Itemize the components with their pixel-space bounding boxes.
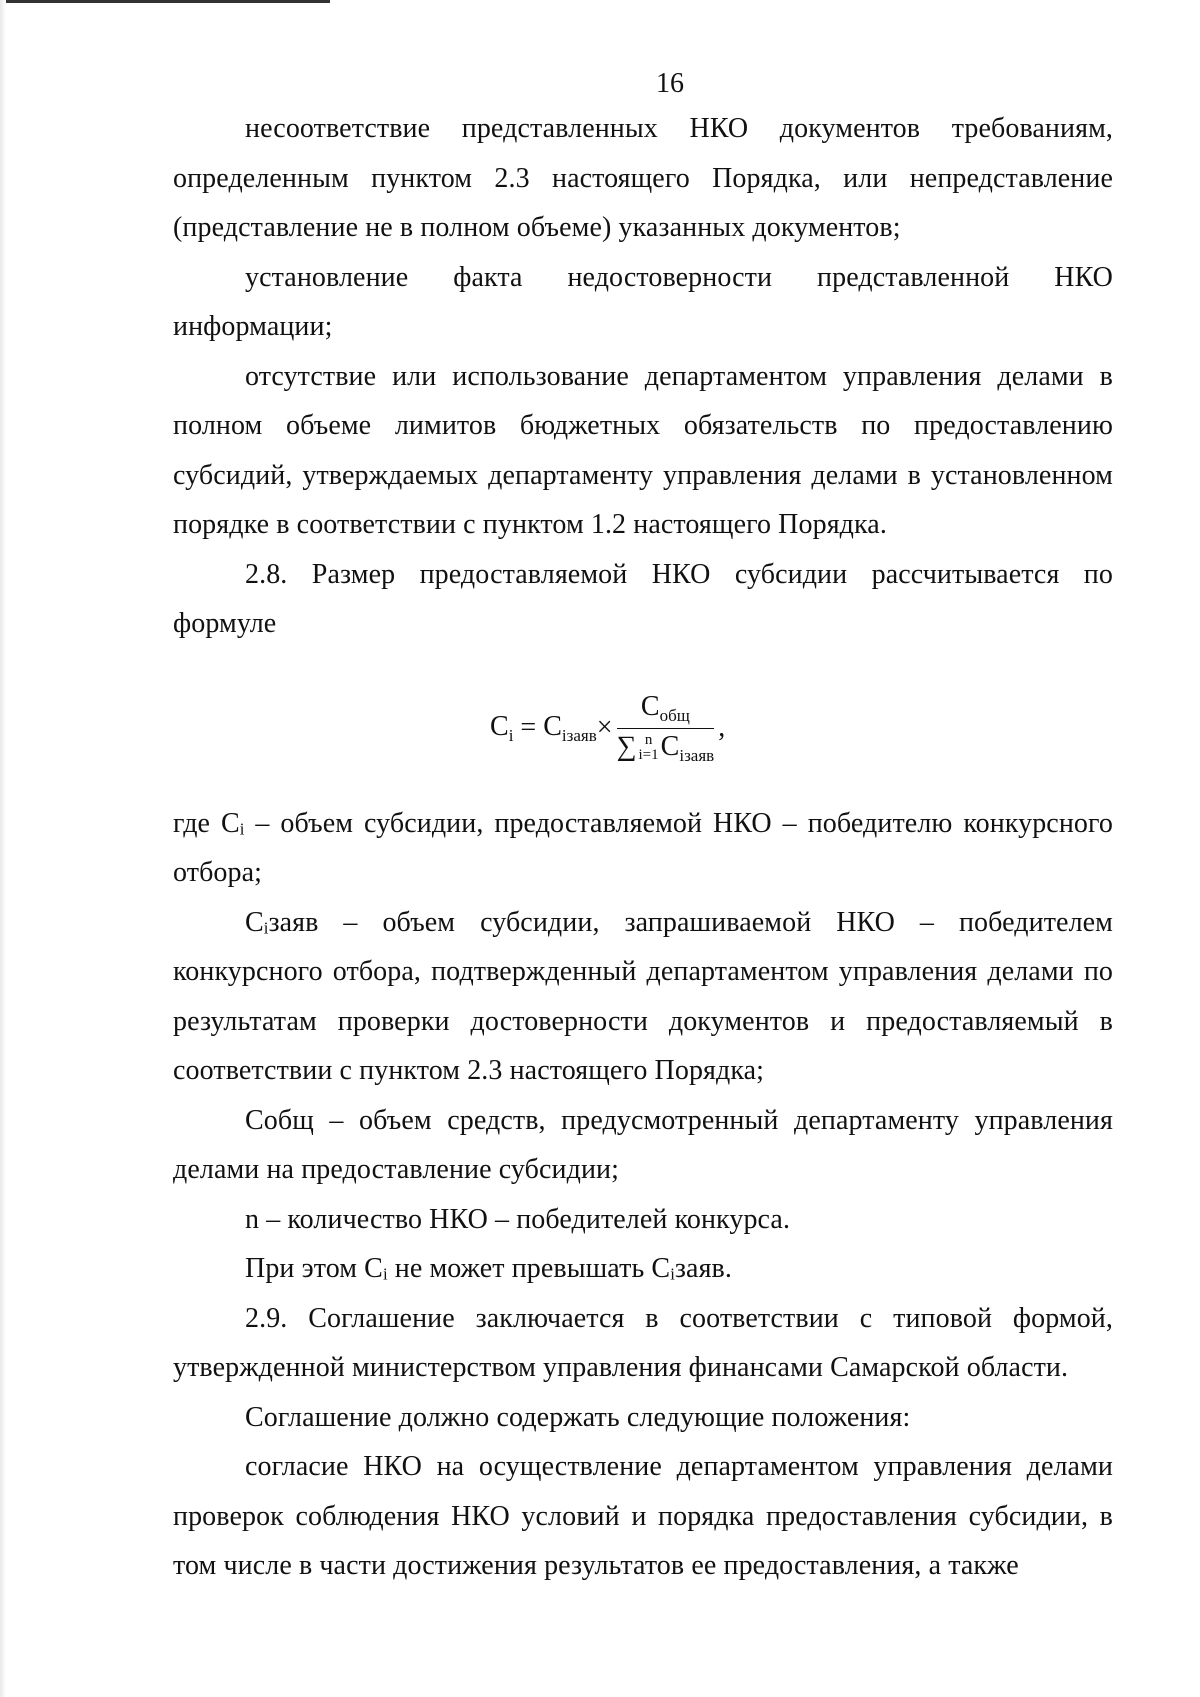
paragraph-2: установление факта недостоверности представленной НКО информации;: [173, 261, 1113, 342]
formula-fraction: [617, 691, 715, 766]
paragraph-3: отсутствие или использование департаментом управления делами в полном объеме лимитов бюджетных обязательств по предоставлению субсидий, утверждаемых департаменту управления делами в установленном порядке в соответствии с пунктом 1.2 настоящего Порядка.: [173, 360, 1113, 540]
paragraph-8: n – количество НКО – победителей конкурса.: [245, 1203, 791, 1235]
formula-denominator: ∑ n i=1 $C_{iзаяв}$: [616, 730, 715, 765]
scan-top-mark: [0, 0, 330, 3]
paragraph-11: Соглашение должно содержать следующие положения:: [245, 1401, 911, 1433]
paragraph-6: Cᵢзаяв – объем субсидии, запрашиваемой НКО – победителем конкурсного отбора, подтвержденный департаментом управления делами по результатам проверки достоверности документов и предоставляемый в соответствии с пунктом 2.3 настоящего Порядка;: [173, 906, 1113, 1086]
formula-lhs: $C_i$: [490, 710, 514, 745]
paragraph-9: При этом Cᵢ не может превышать Cᵢзаяв.: [245, 1253, 732, 1284]
paragraph-7: Cобщ – объем средств, предусмотренный департаменту управления делами на предоставление субсидии;: [173, 1104, 1113, 1185]
sum-limits: n i=1: [638, 732, 659, 764]
formula-block: [173, 649, 1113, 799]
formula-equals: =: [513, 712, 544, 743]
paragraph-5: где Cᵢ – объем субсидии, предоставляемой НКО – победителю конкурсного отбора;: [173, 807, 1113, 888]
page-number: 16: [656, 68, 684, 99]
formula-trail: ,: [718, 712, 726, 743]
formula-term: $C_{iзаяв}$: [543, 710, 597, 745]
scan-left-edge: [0, 0, 6, 1697]
sum-sign: ∑: [616, 730, 637, 762]
subsidy-formula: [490, 691, 725, 766]
paragraph-4: 2.8. Размер предоставляемой НКО субсидии рассчитывается по формуле: [173, 558, 1113, 639]
paragraph-1: несоответствие представленных НКО документов требованиям, определенным пунктом 2.3 настоящего Порядка, или непредставление (представление не в полном объеме) указанных документов;: [173, 113, 1113, 243]
paragraph-12: согласие НКО на осуществление департаментом управления делами проверок соблюдения НКО условий и порядка предоставления субсидии, в том числе в части достижения результатов ее предоставления, а также: [173, 1451, 1113, 1581]
paragraph-10: 2.9. Соглашение заключается в соответствии с типовой формой, утвержденной министерством управления финансами Самарской области.: [173, 1302, 1113, 1383]
body-text: [173, 104, 1113, 1591]
formula-times: ×: [596, 712, 613, 743]
formula-numerator: $C_{общ}$: [617, 691, 715, 729]
